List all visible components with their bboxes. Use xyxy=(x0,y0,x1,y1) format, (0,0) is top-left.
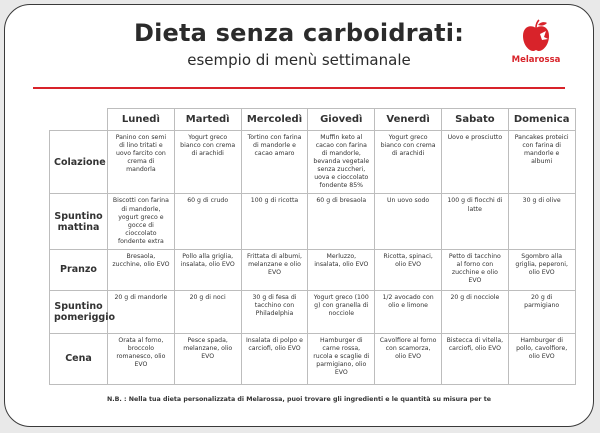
day-header: Martedì xyxy=(174,109,241,131)
menu-cell: Hamburger di carne rossa, rucola e scaglie di parmigiano, olio EVO xyxy=(308,333,375,384)
menu-cell: Bistecca di vitella, carciofi, olio EVO xyxy=(441,333,508,384)
menu-cell: Pesce spada, melanzane, olio EVO xyxy=(174,333,241,384)
menu-cell: Orata al forno, broccolo romanesco, olio EVO xyxy=(108,333,175,384)
table-row xyxy=(50,333,576,384)
day-header: Giovedì xyxy=(308,109,375,131)
table-row xyxy=(50,290,576,333)
menu-cell: Petto di tacchino al forno con zucchine e olio EVO xyxy=(441,249,508,290)
menu-cell: Panino con semi di lino tritati e uovo farcito con crema di mandorla xyxy=(108,131,175,194)
meal-label: Pranzo xyxy=(50,249,108,290)
menu-cell: Yogurt greco bianco con crema di arachidi xyxy=(375,131,442,194)
day-header: Lunedì xyxy=(108,109,175,131)
menu-cell: Yogurt greco bianco con crema di arachidi xyxy=(174,131,241,194)
menu-cell: Frittata di albumi, melanzane e olio EVO xyxy=(241,249,308,290)
menu-cell: 20 g di noci xyxy=(174,290,241,333)
meal-label: Spuntino mattina xyxy=(50,194,108,249)
brand-name: Melarossa xyxy=(511,55,561,65)
menu-cell: 20 g di nocciole xyxy=(441,290,508,333)
menu-cell: 100 g di ricotta xyxy=(241,194,308,249)
table-row xyxy=(50,194,576,249)
menu-cell: Biscotti con farina di mandorle, yogurt greco e gocce di cioccolato fondente extra xyxy=(108,194,175,249)
menu-cell: Pollo alla griglia, insalata, olio EVO xyxy=(174,249,241,290)
menu-cell: 100 g di fiocchi di latte xyxy=(441,194,508,249)
menu-cell: Sgombro alla griglia, peperoni, olio EVO xyxy=(508,249,575,290)
menu-cell: Ricotta, spinaci, olio EVO xyxy=(375,249,442,290)
menu-cell: 20 g di parmigiano xyxy=(508,290,575,333)
menu-cell: Muffin keto al cacao con farina di mandorle, bevanda vegetale senza zuccheri, uova e cioccolato fondente 85% xyxy=(308,131,375,194)
table-row xyxy=(50,131,576,194)
day-header: Sabato xyxy=(441,109,508,131)
menu-cell: Bresaola, zucchine, olio EVO xyxy=(108,249,175,290)
table-corner xyxy=(50,109,108,131)
menu-cell: Cavolfiore al forno con scamorza, olio EVO xyxy=(375,333,442,384)
table-header-row xyxy=(50,109,576,131)
menu-cell: 60 g di crudo xyxy=(174,194,241,249)
footer-note: N.B. : Nella tua dieta personalizzata di Melarossa, puoi trovare gli ingredienti e le quantità su misura per te xyxy=(106,396,492,403)
menu-cell: 30 g di olive xyxy=(508,194,575,249)
header-divider xyxy=(33,87,565,89)
day-header: Domenica xyxy=(508,109,575,131)
meal-label: Colazione xyxy=(50,131,108,194)
menu-card xyxy=(4,4,594,427)
menu-cell: 30 g di fesa di tacchino con Philadelphia xyxy=(241,290,308,333)
weekly-menu-table xyxy=(49,108,576,385)
menu-cell: Tortino con farina di mandorle e cacao amaro xyxy=(241,131,308,194)
day-header: Venerdì xyxy=(375,109,442,131)
menu-cell: Un uovo sodo xyxy=(375,194,442,249)
meal-label: Cena xyxy=(50,333,108,384)
menu-cell: 60 g di bresaola xyxy=(308,194,375,249)
menu-cell: 1/2 avocado con olio e limone xyxy=(375,290,442,333)
brand-logo[interactable] xyxy=(511,19,561,75)
menu-cell: Hamburger di pollo, cavolfiore, olio EVO xyxy=(508,333,575,384)
day-header: Mercoledì xyxy=(241,109,308,131)
menu-cell: Pancakes proteici con farina di mandorle e albumi xyxy=(508,131,575,194)
menu-cell: 20 g di mandorle xyxy=(108,290,175,333)
page-title: Dieta senza carboidrati: xyxy=(133,19,465,47)
menu-cell: Yogurt greco (100 g) con granella di nocciole xyxy=(308,290,375,333)
menu-cell: Merluzzo, insalata, olio EVO xyxy=(308,249,375,290)
menu-cell: Insalata di polpo e carciofi, olio EVO xyxy=(241,333,308,384)
meal-label: Spuntino pomeriggio xyxy=(50,290,108,333)
apple-icon xyxy=(520,19,552,53)
menu-cell: Uovo e prosciutto xyxy=(441,131,508,194)
page-subtitle: esempio di menù settimanale xyxy=(187,51,411,69)
table-row xyxy=(50,249,576,290)
